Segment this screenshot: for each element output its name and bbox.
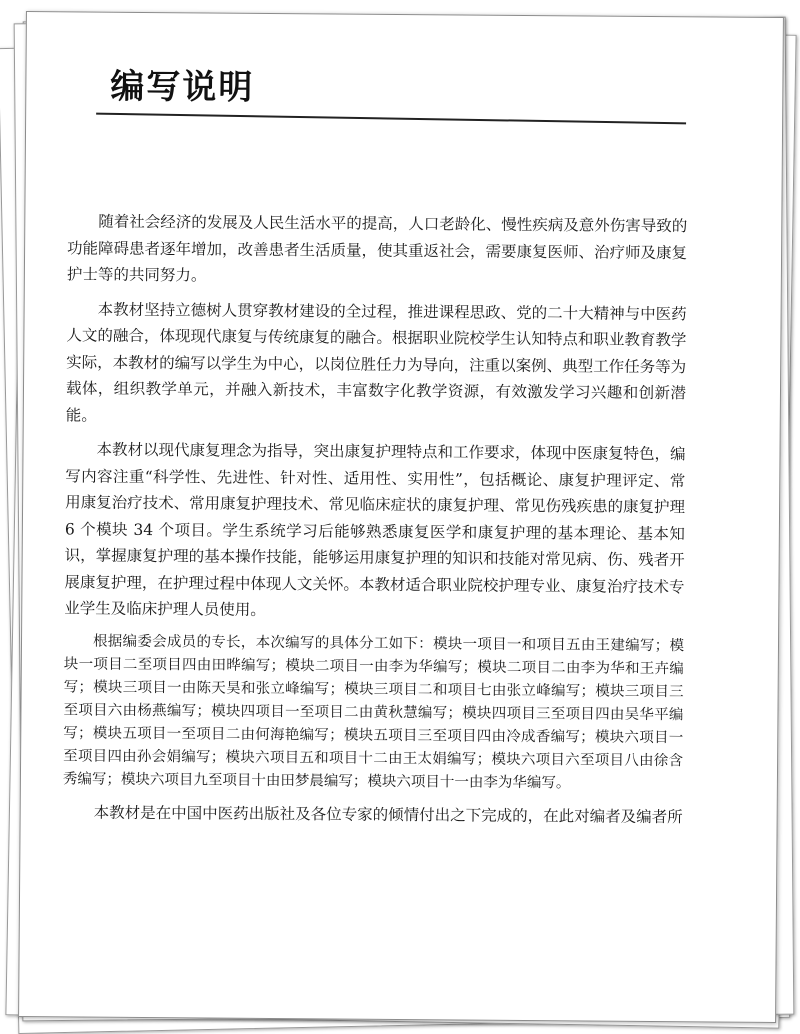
paragraph-content: 本教材以现代康复理念为指导，突出康复护理特点和工作要求，体现中医康复特色，编写内容注重“科学性、先进性、针对性、适用性、实用性”，包括概论、康复护理评定、常用康复治疗技术、常用康复护理技术、常见临床症状的康复护理、常见伤残疾患的康复护理 6 个模块 34 个项目。学生系统学习后能够熟悉康复医学和康复护理的基本理论、基本知识，掌握康复护理的基本操作技能，能够运用康复护理的知识和技能对常见病、伤、残者开展康复护理，在护理过程中体现人文关怀。本教材适合职业院校护理专业、康复治疗技术专业学生及临床护理人员使用。	[64, 440, 686, 619]
paragraph-philosophy: 本教材坚持立德树人贯穿教材建设的全过程，推进课程思政、党的二十大精神与中医药人文的融合，体现现代康复与传统康复的融合。根据职业院校学生认知特点和职业教育教学实际，本教材的编写以学生为中心，以岗位胜任力为导向，注重以案例、典型工作任务等为载体，组织教学单元，并融入新技术，丰富数字化教学资源，有效激发学习兴趣和创新潜能。	[65, 300, 687, 425]
paragraph-acknowledgement: 本教材是在中国中医药出版社及各位专家的倾情付出之下完成的，在此对编者及编者所	[93, 803, 683, 826]
page-title: 编写说明	[110, 66, 255, 108]
document-page	[18, 11, 784, 1023]
paragraph-intro: 随着社会经济的发展及人民生活水平的提高，人口老龄化、慢性疾病及意外伤害导致的功能障碍患者逐年增加，改善患者生活质量，使其重返社会，需要康复医师、治疗师及康复护士等的共同努力。	[66, 212, 688, 285]
body-text	[63, 208, 688, 838]
title-underline	[96, 113, 686, 125]
paragraph-authors: 根据编委会成员的专长，本次编写的具体分工如下：模块一项目一和项目五由王建编写；模块一项目二至项目四由田晔编写；模块二项目一由李为华编写；模块二项目二由李为华和王卉编写；模块三项目一由陈天昊和张立峰编写；模块三项目二和项目七由张立峰编写；模块三项目三至项目六由杨燕编写；模块四项目一至项目二由黄秋慧编写；模块四项目三至项目四由吴华平编写；模块五项目一至项目二由何海艳编写；模块五项目三至项目四由冷成香编写；模块六项目一至项目四由孙会娟编写；模块六项目五和项目十二由王太娟编写；模块六项目六至项目八由徐含秀编写；模块六项目九至项目十由田梦晨编写；模块六项目十一由李为华编写。	[62, 633, 685, 791]
